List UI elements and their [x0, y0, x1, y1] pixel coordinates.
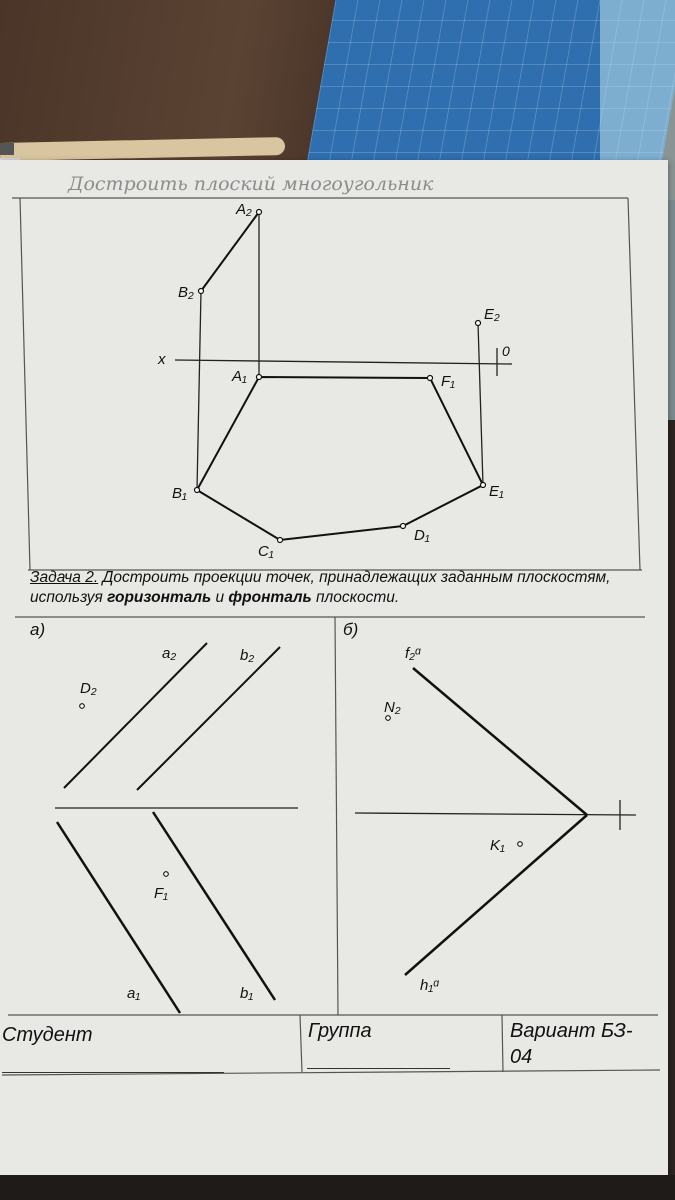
point-b2 [199, 289, 204, 294]
task-tail: плоскости. [311, 589, 400, 606]
label-e1: E₁ [489, 483, 504, 500]
axis-x-label: x [158, 351, 166, 368]
label-f1: F₁ [441, 373, 455, 390]
x-axis-line [175, 360, 512, 364]
footer-group-label: Группа [308, 1020, 372, 1042]
part-a-label: а) [30, 620, 46, 639]
point-f1-a [164, 872, 169, 877]
footer-variant-label: Вариант БЗ- [510, 1020, 633, 1042]
group-signature-line [307, 1068, 450, 1069]
task-word-and: и [211, 589, 229, 606]
label-f1-point: F₁ [154, 885, 168, 902]
label-f2-trace: f₂ᵅ [405, 645, 421, 662]
part-b-drawing [343, 620, 636, 994]
student-signature-line [2, 1072, 224, 1073]
label-a1-line: a₁ [127, 985, 141, 1002]
label-e2: E₂ [484, 306, 500, 323]
polygon-drawing [157, 201, 512, 560]
part-a-drawing [30, 620, 298, 1013]
task-body: Достроить проекции точек, принадлежащих заданным плоскостям, используя [30, 569, 611, 606]
label-d2: D₂ [80, 680, 97, 697]
line-a1 [57, 822, 180, 1013]
footer-student-label: Студент [2, 1024, 93, 1046]
line-b2 [137, 647, 280, 790]
polygon-horizontal-projection [197, 377, 483, 540]
segment-a2-b2 [201, 212, 259, 291]
link-line-b [197, 291, 201, 490]
label-a1: A₁ [232, 368, 247, 385]
point-d1 [401, 524, 406, 529]
task-title: Задача 2. [30, 569, 99, 586]
handwritten-title: Достроить плоский многоугольник [68, 173, 434, 195]
point-e2 [476, 321, 481, 326]
part-b-axis [355, 813, 636, 815]
label-n2: N₂ [384, 699, 401, 716]
link-line-e [478, 323, 483, 485]
point-d2 [80, 704, 85, 709]
part-b-label: б) [343, 620, 359, 639]
trace-f2 [413, 668, 587, 815]
label-b1-line: b₁ [240, 985, 254, 1002]
point-a2 [257, 210, 262, 215]
label-d1: D₁ [414, 527, 430, 544]
sheet-frame [2, 198, 660, 1075]
point-b1 [195, 488, 200, 493]
axis-origin-label: 0 [502, 343, 510, 359]
task-word-frontal: фронтaль [228, 589, 312, 606]
label-b2-line: b₂ [240, 647, 255, 664]
point-n2 [386, 716, 391, 721]
point-k1 [518, 842, 523, 847]
point-a1 [257, 375, 262, 380]
label-k1: K₁ [490, 837, 505, 854]
label-b1: B₁ [172, 485, 187, 502]
point-c1 [278, 538, 283, 543]
label-c1: C₁ [258, 543, 274, 560]
point-e1 [481, 483, 486, 488]
label-h1-trace: h₁ᵅ [420, 977, 439, 994]
label-b2: B₂ [178, 284, 194, 301]
line-a2 [64, 643, 207, 788]
point-f1 [428, 376, 433, 381]
task-word-horizontal: горизонтaль [107, 589, 212, 606]
footer-variant-number: 04 [510, 1046, 533, 1068]
line-b1 [153, 812, 275, 1000]
task-2-text [30, 568, 650, 608]
label-a2: A₂ [236, 201, 252, 218]
label-a2-line: a₂ [162, 645, 177, 662]
